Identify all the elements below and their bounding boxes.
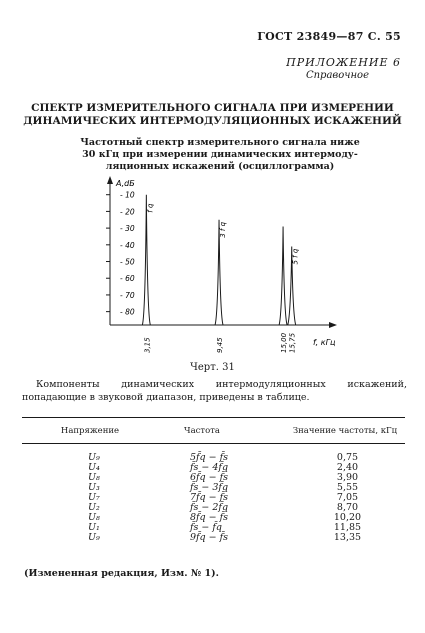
title-line-2: ДИНАМИЧЕСКИХ ИНТЕРМОДУЛЯЦИОННЫХ ИСКАЖЕНИЙ bbox=[23, 115, 402, 127]
table-cell-frequency: f̄s − f̄q bbox=[190, 522, 222, 533]
y-tick-label: - 40 bbox=[120, 240, 135, 250]
page-header: ГОСТ 23849—87 С. 55 bbox=[257, 30, 401, 43]
y-tick-label: - 30 bbox=[120, 224, 135, 234]
table-cell-value: 5,55 bbox=[336, 482, 359, 493]
table-cell-frequency: f̄s − 4f̄q bbox=[190, 462, 229, 473]
y-tick-label: - 20 bbox=[120, 207, 135, 217]
table-cell-value: 8,70 bbox=[336, 502, 359, 513]
table-cell-value: 10,20 bbox=[333, 512, 362, 523]
table-cell-voltage: U₉ bbox=[88, 452, 100, 463]
table-cell-voltage: U₃ bbox=[88, 482, 100, 493]
x-tick-label: 15,75 bbox=[288, 332, 297, 353]
figure-caption-line-2: 30 кГц при измерении динамических интермоду- bbox=[82, 149, 358, 160]
table-cell-frequency: f̄s − 2f̄q bbox=[190, 502, 229, 513]
table-cell-frequency: 7f̄q − f̄s bbox=[190, 492, 229, 503]
table-cell-frequency: 8f̄q − f̄s bbox=[190, 512, 229, 523]
y-tick-label: - 70 bbox=[120, 290, 135, 300]
table-cell-voltage: U₁ bbox=[88, 522, 100, 533]
table-cell-voltage: U₇ bbox=[88, 492, 100, 503]
y-tick-label: - 50 bbox=[120, 257, 135, 267]
table-header-value: Значение частоты, кГц bbox=[292, 426, 398, 436]
x-axis-arrow bbox=[329, 322, 337, 328]
table-cell-frequency: f̄s − 3f̄q bbox=[190, 482, 229, 493]
table-top-rule bbox=[22, 417, 405, 418]
x-axis-label: f, кГц bbox=[313, 338, 336, 347]
x-tick-label: 15,00 bbox=[280, 332, 289, 353]
table-cell-value: 0,75 bbox=[336, 452, 359, 463]
table-cell-value: 3,90 bbox=[336, 472, 359, 483]
appendix-note: Справочное bbox=[305, 70, 369, 81]
figure-number: Черт. 31 bbox=[190, 362, 235, 373]
peak-label: 3 f q bbox=[219, 221, 228, 238]
x-tick-label: 9,45 bbox=[216, 337, 225, 353]
table-cell-value: 7,05 bbox=[336, 492, 359, 503]
table-header-voltage: Напряжение bbox=[60, 426, 120, 436]
table-header-rule bbox=[22, 443, 405, 444]
figure-caption-line-3: ляционных искажений (осциллограмма) bbox=[105, 161, 335, 172]
table-cell-frequency: 5f̄q − f̄s bbox=[190, 452, 229, 463]
table-cell-value: 13,35 bbox=[333, 532, 362, 543]
table-cell-voltage: U₂ bbox=[88, 502, 100, 513]
table-cell-value: 11,85 bbox=[333, 522, 362, 533]
y-tick-label: - 10 bbox=[120, 190, 135, 200]
y-axis-label: A,dБ bbox=[116, 179, 135, 188]
table-cell-value: 2,40 bbox=[336, 462, 359, 473]
table-cell-voltage: U₄ bbox=[88, 462, 100, 473]
table-header-frequency: Частота bbox=[184, 426, 220, 436]
appendix-label: ПРИЛОЖЕНИЕ 6 bbox=[286, 56, 401, 69]
peak-label: f q bbox=[146, 203, 155, 213]
table-cell-frequency: 9f̄q − f̄s bbox=[190, 532, 229, 543]
figure-caption-line-1: Частотный спектр измерительного сигнала ниже bbox=[80, 137, 360, 148]
y-axis-arrow bbox=[107, 176, 113, 184]
x-tick-label: 3,15 bbox=[143, 337, 152, 353]
table-cell-voltage: U₉ bbox=[88, 532, 100, 543]
spectrum-peak bbox=[279, 226, 287, 325]
table-cell-frequency: 6f̄q − f̄s bbox=[190, 472, 229, 483]
table-cell-voltage: U₈ bbox=[88, 512, 100, 523]
y-tick-label: - 60 bbox=[120, 274, 135, 284]
table-cell-voltage: U₈ bbox=[88, 472, 100, 483]
peak-label: 5 f q bbox=[291, 248, 300, 265]
body-paragraph: Компоненты динамических интермодуляционных искажений, попадающие в звуковой диапазон, приведены в таблице. bbox=[22, 379, 407, 403]
revision-note: (Измененная редакция, Изм. № 1). bbox=[24, 568, 219, 579]
y-tick-label: - 80 bbox=[120, 307, 135, 317]
spectrum-peak bbox=[142, 195, 150, 325]
spectrum-chart bbox=[85, 170, 345, 355]
figure-caption bbox=[70, 137, 370, 173]
title-line-1: СПЕКТР ИЗМЕРИТЕЛЬНОГО СИГНАЛА ПРИ ИЗМЕРЕНИИ bbox=[31, 102, 394, 114]
document-title bbox=[0, 102, 425, 128]
